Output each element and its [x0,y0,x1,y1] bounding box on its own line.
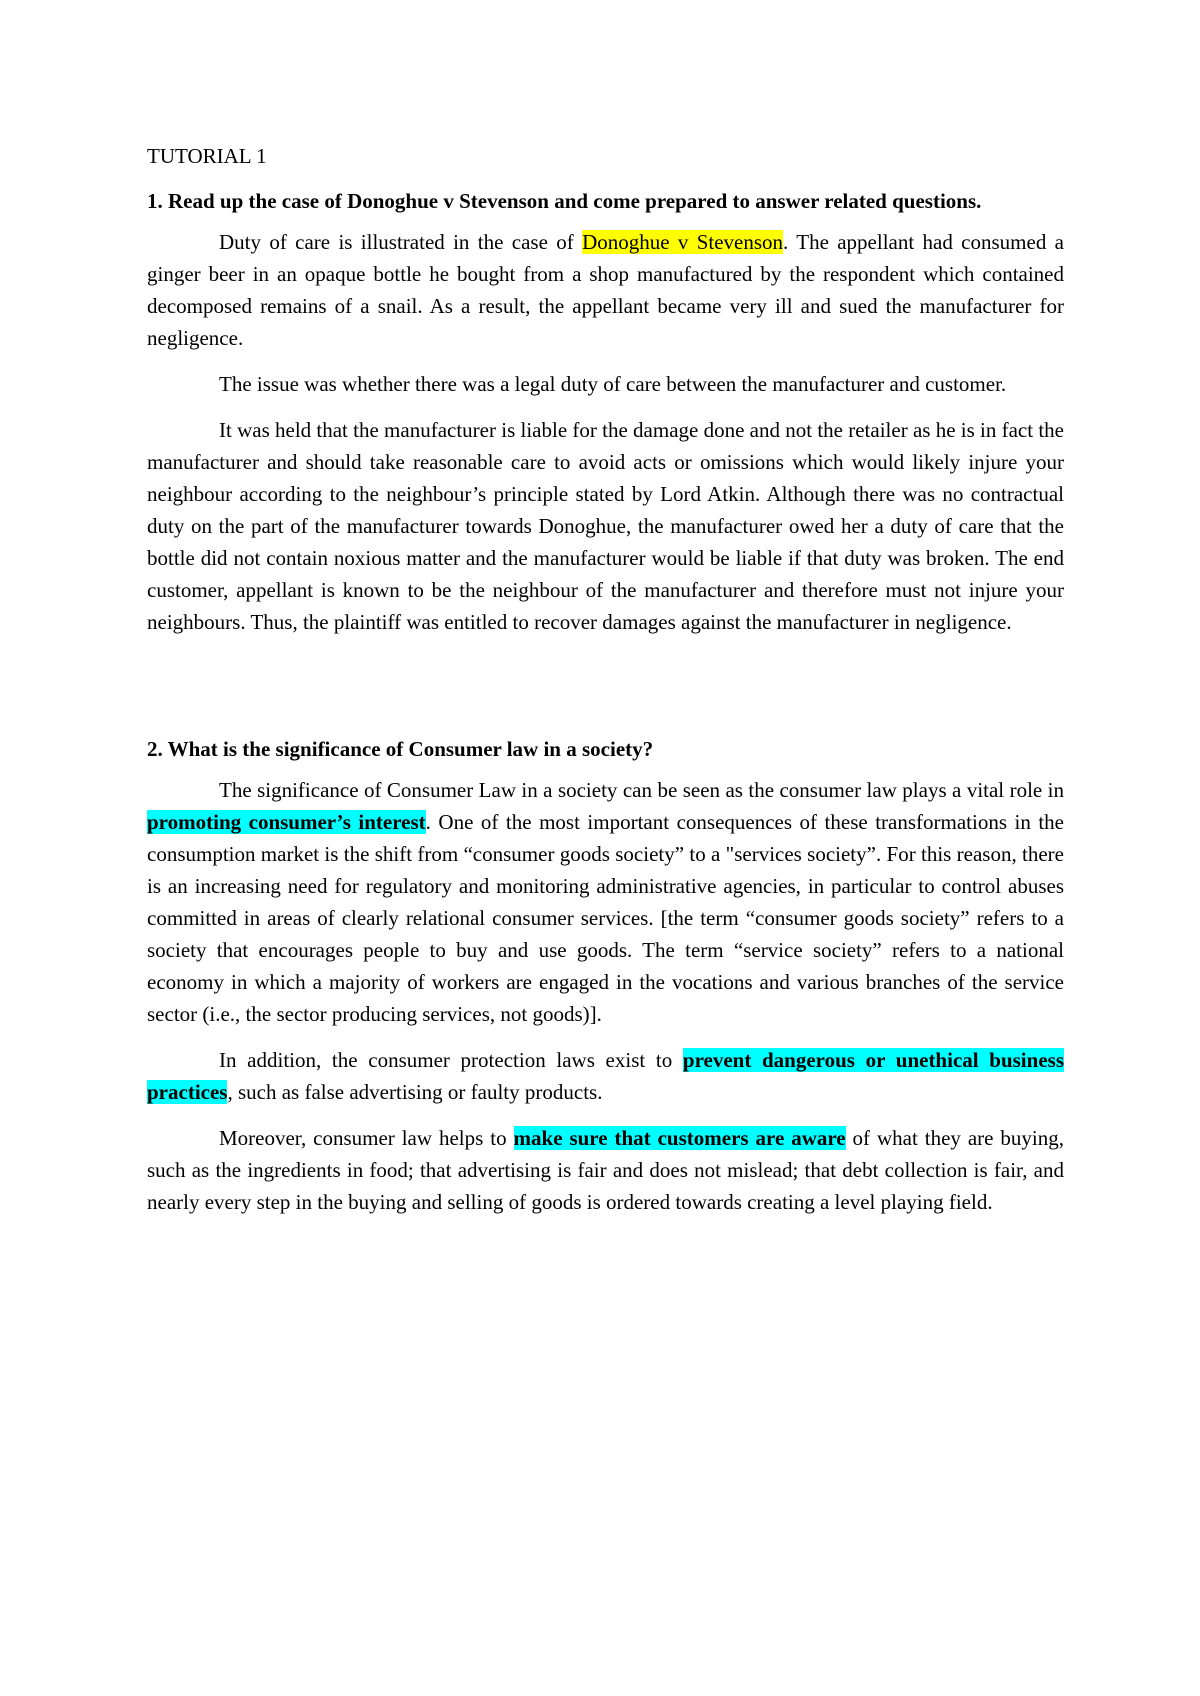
q2-paragraph-2 [147,1044,1064,1108]
q2-p3-text-after: of what they are buying, such as the ingredients in food; that advertising is fair and does not mislead; that debt collection is fair, and nearly every step in the buying and selling of goods is ordered towards creating a level playing field. [147,1126,1064,1214]
document-page [147,140,1064,1232]
q2-p1-text-before: The significance of Consumer Law in a society can be seen as the consumer law plays a vital role in [219,778,1064,802]
q2-p2-text-before: In addition, the consumer protection laws exist to [219,1048,683,1072]
q1-p1-text-after: . The appellant had consumed a ginger beer in an opaque bottle he bought from a shop manufactured by the respondent which contained decomposed remains of a snail. As a result, the appellant became very ill and sued the manufacturer for negligence. [147,230,1064,350]
q1-paragraph-2: The issue was whether there was a legal duty of care between the manufacturer and customer. [219,372,1007,396]
q2-p1-text-after: . One of the most important consequences of these transformations in the consumption market is the shift from “consumer goods society” to a "services society”. For this reason, there is an increasing need for regulatory and monitoring administrative agencies, in particular to control abuses committed in areas of clearly relational consumer services. [the term “consumer goods society” refers to a society that encourages people to buy and use goods. The term “service society” refers to a national economy in which a majority of workers are engaged in the vocations and various branches of the service sector (i.e., the sector producing services, not goods)]. [147,810,1064,1026]
q2-p2-text-after: , such as false advertising or faulty products. [227,1080,603,1104]
section-spacer [147,652,1064,734]
document-title: TUTORIAL 1 [147,144,267,168]
q1-paragraph-3: It was held that the manufacturer is liable for the damage done and not the retailer as he is in fact the manufacturer and should take reasonable care to avoid acts or omissions which would likely injure your neighbour according to the neighbour’s principle stated by Lord Atkin. Although there was no contractual duty on the part of the manufacturer towards Donoghue, the manufacturer owed her a duty of care that the bottle did not contain noxious matter and the manufacturer would be liable if that duty was broken. The end customer, appellant is known to be the neighbour of the manufacturer and therefore must not injure your neighbours. Thus, the plaintiff was entitled to recover damages against the manufacturer in negligence. [147,418,1064,634]
q2-paragraph-1 [147,774,1064,1030]
q2-paragraph-3 [147,1122,1064,1218]
customers-aware-highlight: make sure that customers are aware [513,1126,846,1150]
promoting-interest-highlight: promoting consumer’s interest [147,810,426,834]
q2-p3-text-before: Moreover, consumer law helps to [219,1126,514,1150]
q1-paragraph-1 [147,226,1064,354]
prevent-practices-highlight: prevent dangerous or unethical business practices [147,1048,1064,1104]
q1-p1-text-before: Duty of care is illustrated in the case of [219,230,583,254]
question-2-heading: 2. What is the significance of Consumer law in a society? [147,737,654,761]
case-name-highlight: Donoghue v Stevenson [582,230,784,254]
question-1-heading: 1. Read up the case of Donoghue v Stevenson and come prepared to answer related questions. [147,189,982,213]
